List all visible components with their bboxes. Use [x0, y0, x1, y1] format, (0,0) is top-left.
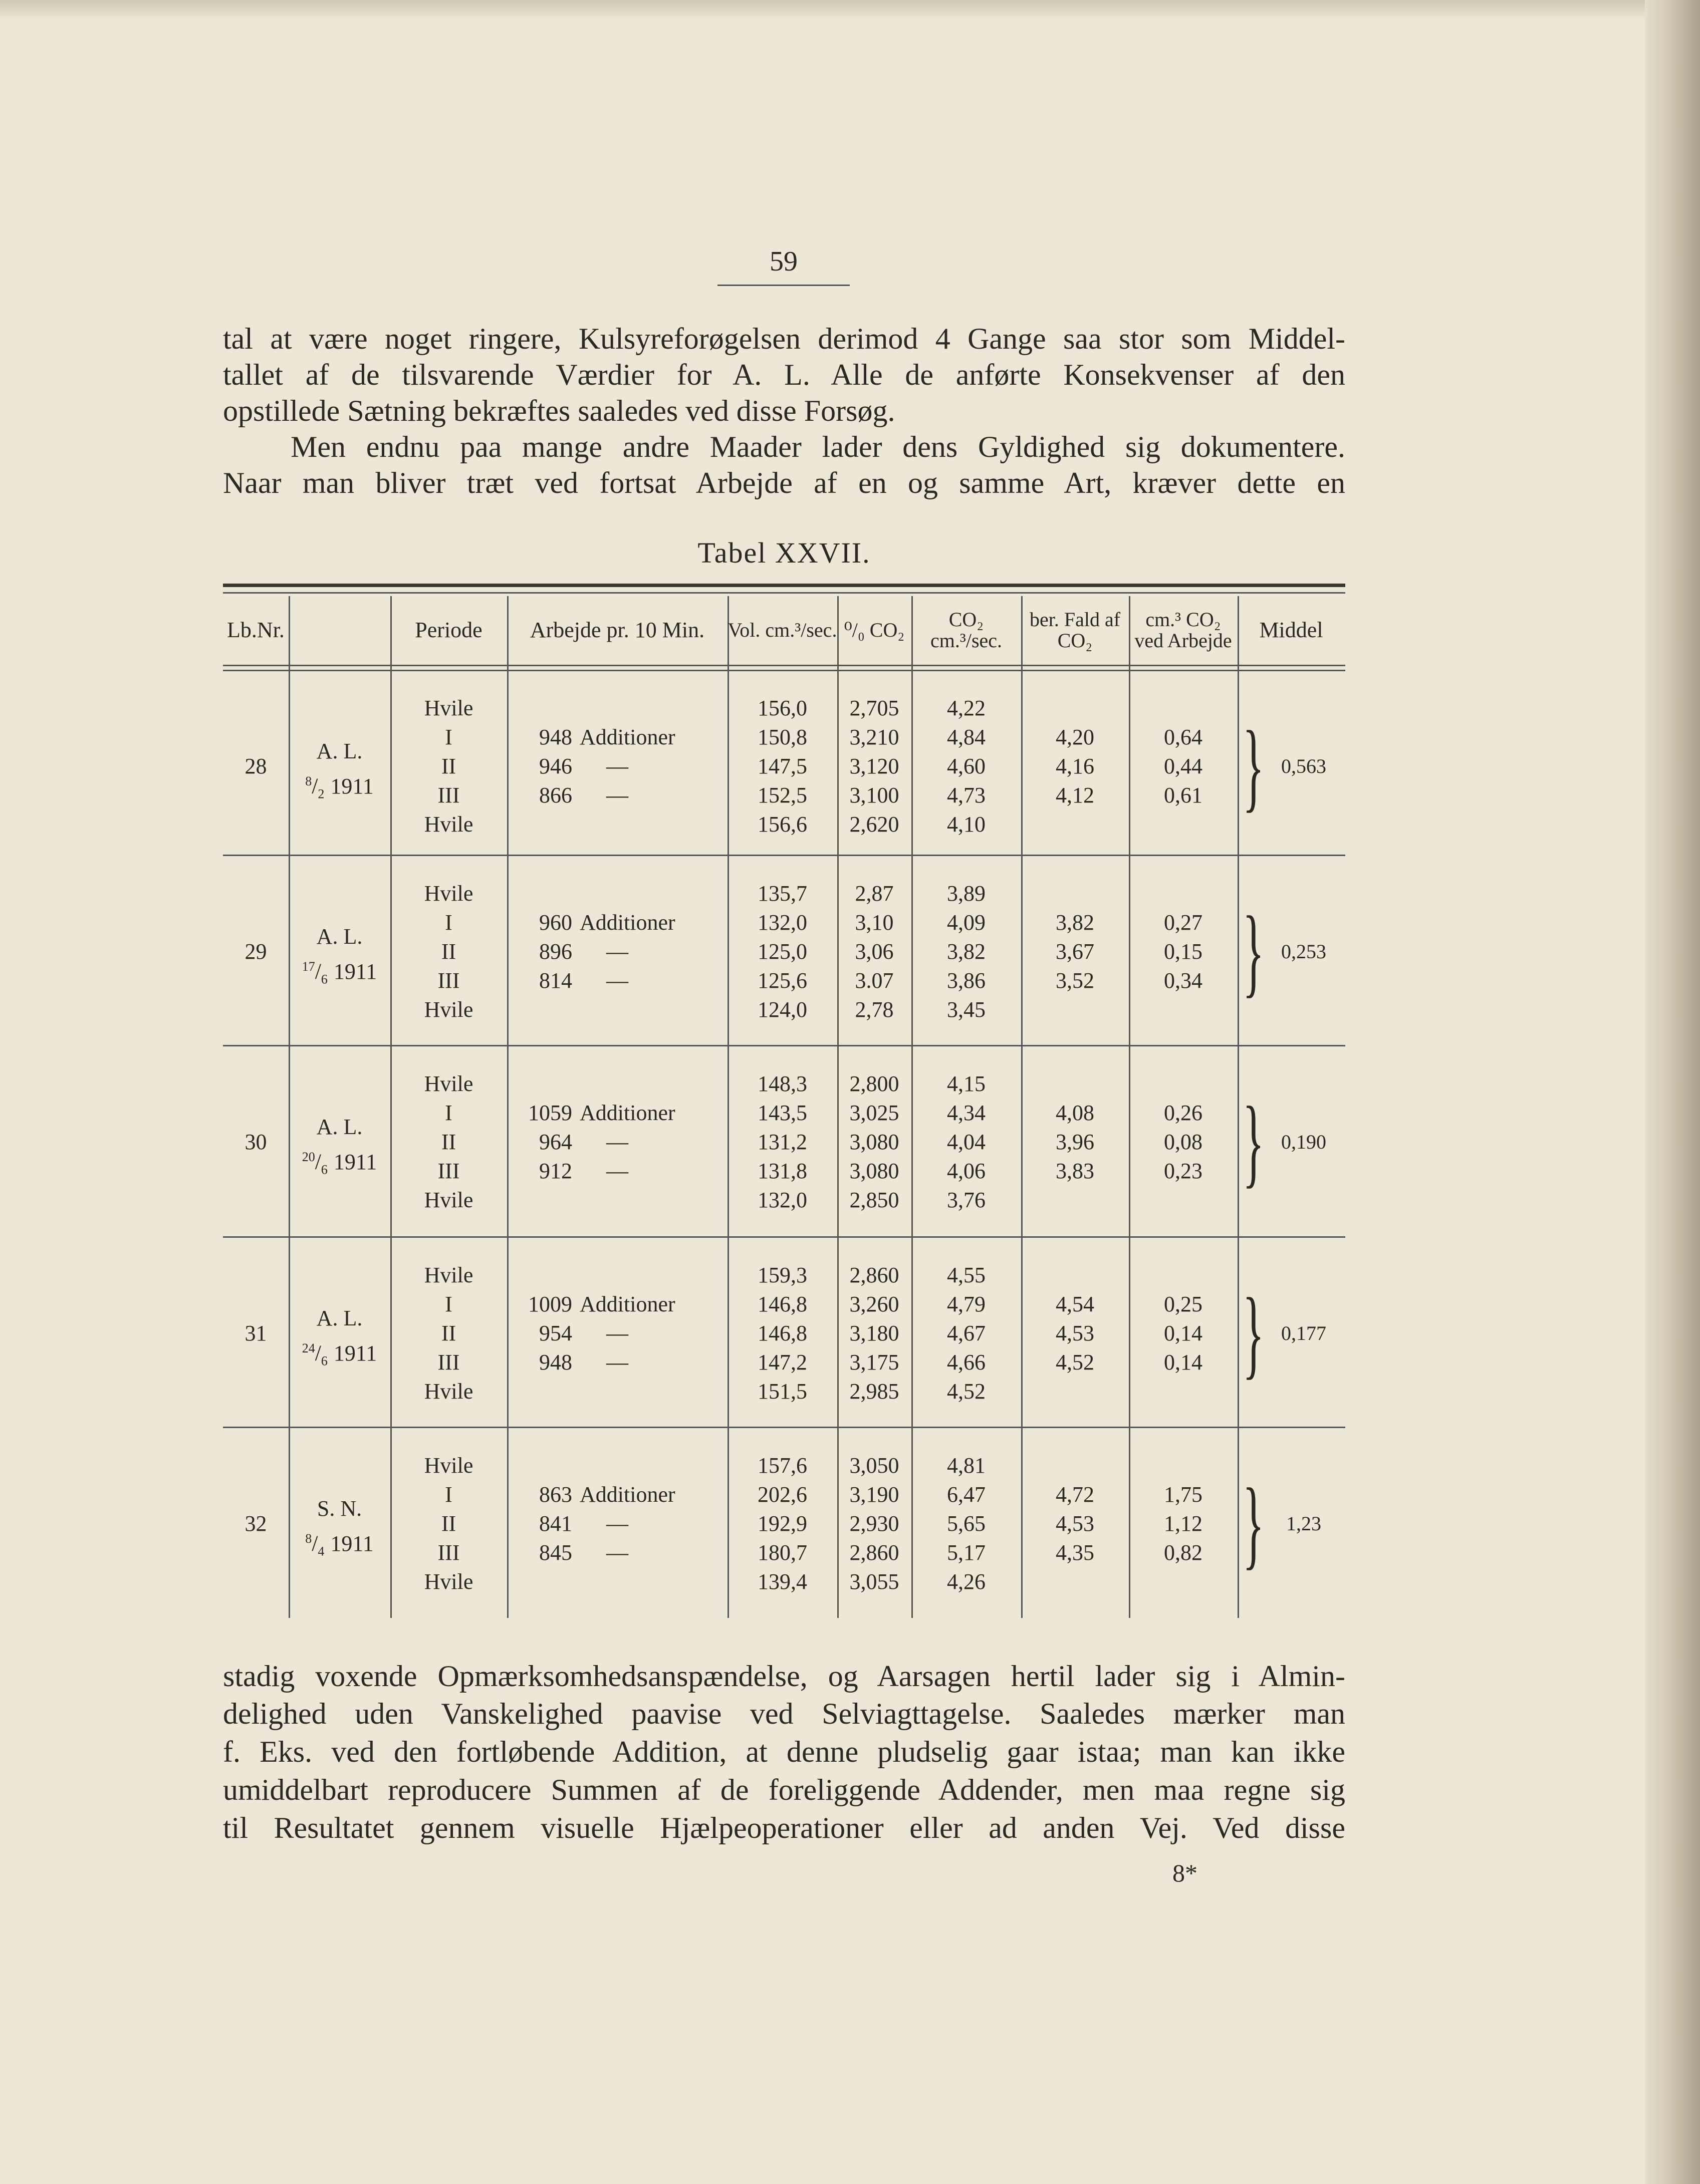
value-cell: 202,6	[758, 1482, 807, 1507]
work-count: 896	[539, 939, 572, 964]
lab-number: 28	[245, 754, 267, 778]
period: Hvile	[424, 1263, 473, 1287]
value-cell: 3,120	[849, 754, 899, 778]
value-cell: 6,47	[947, 1482, 986, 1507]
value-cell: 2,705	[849, 696, 899, 720]
date-month: 6	[321, 1162, 328, 1177]
work-count: 964	[539, 1130, 572, 1154]
page-number-rule	[717, 285, 850, 286]
value-cell: 0,27	[1164, 910, 1202, 935]
period: III	[437, 1350, 460, 1375]
period: Hvile	[424, 696, 473, 720]
value-cell: 3,67	[1056, 939, 1094, 964]
work-unit: Additioner	[580, 1292, 675, 1316]
value-cell: 124,0	[758, 997, 807, 1022]
value-cell: 3.07	[855, 968, 894, 993]
group-divider	[223, 855, 1345, 856]
value-cell: 4,66	[947, 1350, 986, 1375]
value-cell: 4,34	[947, 1101, 986, 1125]
period: Hvile	[424, 1569, 473, 1594]
date-year: 1911	[330, 1531, 374, 1556]
date-month: 2	[318, 786, 325, 801]
text-line: f. Eks. ved den fortløbende Addition, at denne pludselig gaar istaa; man kan ikke	[223, 1735, 1345, 1768]
value-cell: 4,08	[1056, 1101, 1094, 1125]
work-count: 814	[539, 968, 572, 993]
work-unit: —	[606, 754, 628, 778]
value-cell: 0,82	[1164, 1540, 1202, 1565]
period: II	[441, 1130, 456, 1154]
page-stack-edge	[1645, 0, 1700, 2184]
period: I	[445, 1101, 452, 1125]
value-cell: 156,0	[758, 696, 807, 720]
value-cell: 4,52	[947, 1379, 986, 1404]
work-count: 845	[539, 1540, 572, 1565]
header-middel: Middel	[1259, 617, 1323, 642]
period: II	[441, 754, 456, 778]
value-cell: 2,860	[849, 1540, 899, 1565]
work-count: 954	[539, 1321, 572, 1345]
value-cell: 0,23	[1164, 1159, 1202, 1183]
work-unit: —	[606, 1511, 628, 1536]
value-cell: 152,5	[758, 783, 807, 807]
value-cell: 159,3	[758, 1263, 807, 1287]
value-cell: 3,025	[849, 1101, 899, 1125]
value-cell: 3,100	[849, 783, 899, 807]
text-line: til Resultatet gennem visuelle Hjælpeoperationer eller ad anden Vej. Ved disse	[223, 1811, 1345, 1844]
work-unit: —	[606, 1159, 628, 1183]
period: I	[445, 1292, 452, 1316]
work-count: 948	[539, 725, 572, 749]
value-cell: 3,210	[849, 725, 899, 749]
period: III	[437, 1159, 460, 1183]
value-cell: 3,89	[947, 881, 986, 906]
date-slash: /	[312, 1531, 318, 1556]
work-count: 946	[539, 754, 572, 778]
value-cell: 151,5	[758, 1379, 807, 1404]
value-cell: 5,17	[947, 1540, 986, 1565]
date-month: 6	[321, 972, 328, 987]
header-co2-ved-arbejde: cm.³ CO₂ ved Arbejde	[1134, 608, 1232, 652]
value-cell: 157,6	[758, 1453, 807, 1478]
date-slash: /	[312, 773, 318, 798]
lab-number: 30	[245, 1130, 267, 1154]
value-cell: 3,260	[849, 1292, 899, 1316]
text-line: Naar man bliver træt ved fortsat Arbejde af en og samme Art, kræver dette en	[223, 466, 1345, 499]
value-cell: 3,080	[849, 1130, 899, 1154]
value-cell: 3,76	[947, 1188, 986, 1212]
value-cell: 148,3	[758, 1071, 807, 1096]
value-cell: 4,81	[947, 1453, 986, 1478]
table-top-rule-thin	[223, 592, 1345, 594]
middel-value: 1,23	[1286, 1512, 1321, 1535]
experiment-date	[289, 1334, 390, 1376]
brace-icon: }	[1243, 1086, 1265, 1197]
work-unit: Additioner	[580, 1482, 675, 1507]
value-cell: 146,8	[758, 1292, 807, 1316]
period: Hvile	[424, 812, 473, 837]
value-cell: 0,14	[1164, 1321, 1202, 1345]
period: I	[445, 725, 452, 749]
work-unit: —	[606, 1130, 628, 1154]
date-day: 8	[305, 774, 312, 788]
value-cell: 147,5	[758, 754, 807, 778]
value-cell: 0,08	[1164, 1130, 1202, 1154]
value-cell: 4,16	[1056, 754, 1094, 778]
date-slash: /	[315, 1149, 321, 1174]
period: Hvile	[424, 1188, 473, 1212]
value-cell: 147,2	[758, 1350, 807, 1375]
text-line: Men endnu paa mange andre Maader lader dens Gyldighed sig dokumentere.	[291, 430, 1345, 463]
value-cell: 0,34	[1164, 968, 1202, 993]
period: Hvile	[424, 1379, 473, 1404]
value-cell: 156,6	[758, 812, 807, 837]
date-day: 17	[302, 959, 315, 974]
header-blank	[289, 596, 390, 664]
column-divider	[507, 596, 509, 1618]
page-number: 59	[770, 246, 798, 277]
value-cell: 4,04	[947, 1130, 986, 1154]
value-cell: 150,8	[758, 725, 807, 749]
subject-name: A. L.	[316, 1115, 363, 1139]
value-cell: 4,53	[1056, 1321, 1094, 1345]
value-cell: 4,06	[947, 1159, 986, 1183]
work-count: 1059	[528, 1101, 572, 1125]
column-divider	[1238, 596, 1239, 1618]
date-day: 24	[302, 1341, 315, 1355]
value-cell: 132,0	[758, 910, 807, 935]
value-cell: 3,055	[849, 1569, 899, 1594]
period: Hvile	[424, 997, 473, 1022]
period: I	[445, 910, 452, 935]
value-cell: 2,850	[849, 1188, 899, 1212]
page-top-edge	[0, 0, 1700, 20]
period: III	[437, 783, 460, 807]
value-cell: 2,620	[849, 812, 899, 837]
brace-icon: }	[1243, 896, 1265, 1007]
date-year: 1911	[330, 773, 374, 798]
lab-number: 31	[245, 1321, 267, 1345]
middel-value: 0,253	[1281, 940, 1326, 963]
value-cell: 125,0	[758, 939, 807, 964]
value-cell: 4,73	[947, 783, 986, 807]
work-count: 863	[539, 1482, 572, 1507]
value-cell: 3,52	[1056, 968, 1094, 993]
text-line: stadig voxende Opmærksomhedsanspændelse, og Aarsagen hertil lader sig i Almin-	[223, 1660, 1345, 1693]
value-cell: 1,12	[1164, 1511, 1202, 1536]
date-year: 1911	[333, 1149, 377, 1174]
period: Hvile	[424, 1071, 473, 1096]
value-cell: 131,2	[758, 1130, 807, 1154]
value-cell: 4,84	[947, 725, 986, 749]
value-cell: 3,86	[947, 968, 986, 993]
work-count: 960	[539, 910, 572, 935]
value-cell: 0,64	[1164, 725, 1202, 749]
value-cell: 1,75	[1164, 1482, 1202, 1507]
text-line: tallet af de tilsvarende Værdier for A. L. Alle de anførte Konsekvenser af den	[223, 358, 1345, 391]
value-cell: 5,65	[947, 1511, 986, 1536]
value-cell: 3,45	[947, 997, 986, 1022]
signature-mark: 8*	[1172, 1859, 1197, 1887]
date-day: 8	[305, 1531, 312, 1546]
value-cell: 192,9	[758, 1511, 807, 1536]
value-cell: 3,180	[849, 1321, 899, 1345]
value-cell: 3,050	[849, 1453, 899, 1478]
value-cell: 0,26	[1164, 1101, 1202, 1125]
header-pct-co2: ⁰/₀ CO₂	[844, 618, 905, 641]
table-top-rule	[223, 584, 1345, 587]
header-ber-fald: ber. Fald af CO₂	[1029, 608, 1121, 652]
work-unit: Additioner	[580, 1101, 675, 1125]
brace-icon: }	[1243, 1468, 1265, 1579]
work-unit: —	[606, 1350, 628, 1375]
value-cell: 4,54	[1056, 1292, 1094, 1316]
work-unit: —	[606, 783, 628, 807]
value-cell: 4,12	[1056, 783, 1094, 807]
value-cell: 4,10	[947, 812, 986, 837]
date-slash: /	[315, 959, 321, 984]
value-cell: 2,860	[849, 1263, 899, 1287]
value-cell: 3,10	[855, 910, 894, 935]
value-cell: 143,5	[758, 1101, 807, 1125]
value-cell: 0,25	[1164, 1292, 1202, 1316]
date-year: 1911	[333, 959, 377, 984]
experiment-date	[289, 1524, 390, 1566]
period: II	[441, 1321, 456, 1345]
period: II	[441, 939, 456, 964]
work-unit: —	[606, 1321, 628, 1345]
subject-name: A. L.	[316, 1306, 363, 1330]
period: Hvile	[424, 1453, 473, 1478]
value-cell: 3,96	[1056, 1130, 1094, 1154]
value-cell: 4,79	[947, 1292, 986, 1316]
date-year: 1911	[333, 1340, 377, 1366]
value-cell: 4,53	[1056, 1511, 1094, 1536]
value-cell: 2,930	[849, 1511, 899, 1536]
period: III	[437, 968, 460, 993]
value-cell: 0,14	[1164, 1350, 1202, 1375]
text-line: umiddelbart reproducere Summen af de foreliggende Addender, men maa regne sig	[223, 1773, 1345, 1806]
lab-number: 29	[245, 939, 267, 964]
value-cell: 4,67	[947, 1321, 986, 1345]
value-cell: 4,09	[947, 910, 986, 935]
subject-name: S. N.	[317, 1496, 362, 1521]
text-line: tal at være noget ringere, Kulsyreforøgelsen derimod 4 Gange saa stor som Middel-	[223, 322, 1345, 355]
period: I	[445, 1482, 452, 1507]
header-lbnr: Lb.Nr.	[227, 617, 285, 642]
header-periode: Periode	[415, 617, 482, 642]
period: Hvile	[424, 881, 473, 906]
work-unit: —	[606, 1540, 628, 1565]
work-unit: Additioner	[580, 910, 675, 935]
table-title: Tabel XXVII.	[697, 536, 871, 569]
header-co2: CO₂ cm.³/sec.	[930, 608, 1003, 652]
value-cell: 131,8	[758, 1159, 807, 1183]
header-arbejde: Arbejde pr. 10 Min.	[530, 617, 705, 642]
date-month: 6	[321, 1353, 328, 1369]
experiment-date	[289, 952, 390, 994]
value-cell: 2,985	[849, 1379, 899, 1404]
value-cell: 4,35	[1056, 1540, 1094, 1565]
header-vol: Vol. cm.³/sec.	[727, 618, 837, 641]
subject-name: A. L.	[316, 924, 363, 949]
value-cell: 139,4	[758, 1569, 807, 1594]
work-count: 841	[539, 1511, 572, 1536]
work-count: 948	[539, 1350, 572, 1375]
value-cell: 4,15	[947, 1071, 986, 1096]
value-cell: 3,190	[849, 1482, 899, 1507]
value-cell: 3,82	[1056, 910, 1094, 935]
value-cell: 4,60	[947, 754, 986, 778]
date-day: 20	[302, 1150, 315, 1164]
middel-value: 0,190	[1281, 1131, 1326, 1153]
text-line: delighed uden Vanskelighed paavise ved Selviagttagelse. Saaledes mærker man	[223, 1697, 1345, 1730]
value-cell: 2,800	[849, 1071, 899, 1096]
date-slash: /	[315, 1340, 321, 1366]
work-count: 1009	[528, 1292, 572, 1316]
group-divider	[223, 1045, 1345, 1046]
middel-value: 0,177	[1281, 1322, 1326, 1344]
value-cell: 3,175	[849, 1350, 899, 1375]
subject-name: A. L.	[316, 739, 363, 763]
work-unit: —	[606, 939, 628, 964]
value-cell: 0,61	[1164, 783, 1202, 807]
brace-icon: }	[1243, 1278, 1265, 1389]
date-month: 4	[318, 1544, 325, 1559]
text-line: opstillede Sætning bekræftes saaledes ved disse Forsøg.	[223, 394, 895, 427]
value-cell: 4,26	[947, 1569, 986, 1594]
value-cell: 2,87	[855, 881, 894, 906]
work-count: 912	[539, 1159, 572, 1183]
lab-number: 32	[245, 1511, 267, 1536]
value-cell: 4,20	[1056, 725, 1094, 749]
group-divider	[223, 1236, 1345, 1238]
work-count: 866	[539, 783, 572, 807]
value-cell: 4,72	[1056, 1482, 1094, 1507]
work-unit: Additioner	[580, 725, 675, 749]
value-cell: 3,080	[849, 1159, 899, 1183]
value-cell: 146,8	[758, 1321, 807, 1345]
middel-value: 0,563	[1281, 755, 1326, 777]
brace-icon: }	[1243, 711, 1265, 822]
value-cell: 0,44	[1164, 754, 1202, 778]
value-cell: 3,82	[947, 939, 986, 964]
work-unit: —	[606, 968, 628, 993]
experiment-date	[289, 1143, 390, 1184]
value-cell: 132,0	[758, 1188, 807, 1212]
value-cell: 4,22	[947, 696, 986, 720]
period: II	[441, 1511, 456, 1536]
value-cell: 0,15	[1164, 939, 1202, 964]
value-cell: 3,06	[855, 939, 894, 964]
value-cell: 4,55	[947, 1263, 986, 1287]
period: III	[437, 1540, 460, 1565]
value-cell: 2,78	[855, 997, 894, 1022]
value-cell: 3,83	[1056, 1159, 1094, 1183]
group-divider	[223, 1427, 1345, 1428]
experiment-date	[289, 767, 390, 808]
value-cell: 125,6	[758, 968, 807, 993]
value-cell: 135,7	[758, 881, 807, 906]
value-cell: 4,52	[1056, 1350, 1094, 1375]
value-cell: 180,7	[758, 1540, 807, 1565]
